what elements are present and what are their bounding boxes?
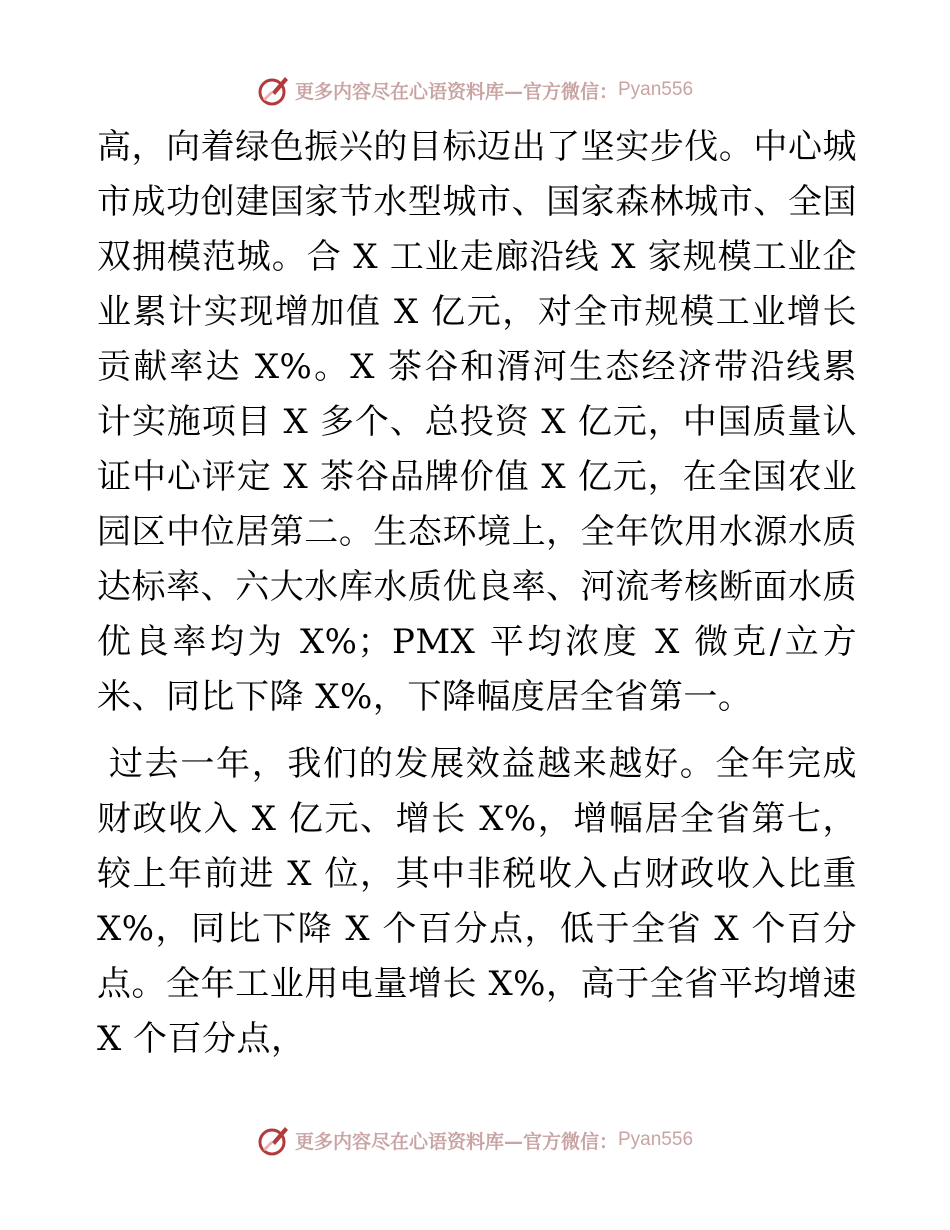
pen-nib-logo-icon — [257, 1123, 291, 1157]
header-watermark-banner — [0, 70, 950, 110]
footer-banner-text: 更多内容尽在心语资料库—官方微信： — [294, 1130, 618, 1153]
footer-wechat-id: Pyan556 — [618, 1129, 694, 1150]
body-paragraph-1: 高，向着绿色振兴的目标迈出了坚实步伐。中心城市成功创建国家节水型城市、国家森林城市、全国双拥模范城。合 X 工业走廊沿线 X 家规模工业企业累计实现增加值 X 亿元，对全市规模工业增长贡献率达 X%。X 茶谷和湑河生态经济带沿线累计实施项目 X 多个、总投资 X 亿元，中国质量认证中心评定 X 茶谷品牌价值 X 亿元，在全国农业园区中位居第二。生态环境上，全年饮用水源水质达标率、六大水库水质优良率、河流考核断面水质优良率均为 X%；PMX 平均浓度 X 微克/立方米、同比下降 X%，下降幅度居全省第一。 — [97, 127, 857, 717]
header-banner-text: 更多内容尽在心语资料库—官方微信： — [294, 80, 618, 103]
document-body — [97, 120, 857, 1067]
header-wechat-id: Pyan556 — [618, 79, 694, 100]
footer-watermark-banner — [0, 1120, 950, 1160]
body-paragraph-2: 过去一年，我们的发展效益越来越好。全年完成财政收入 X 亿元、增长 X%，增幅居全省第七，较上年前进 X 位，其中非税收入占财政收入比重 X%，同比下降 X 个百分点，低于全省 X 个百分点。全年工业用电量增长 X%，高于全省平均增速 X 个百分点， — [97, 744, 857, 1059]
pen-nib-logo-icon — [257, 73, 291, 107]
